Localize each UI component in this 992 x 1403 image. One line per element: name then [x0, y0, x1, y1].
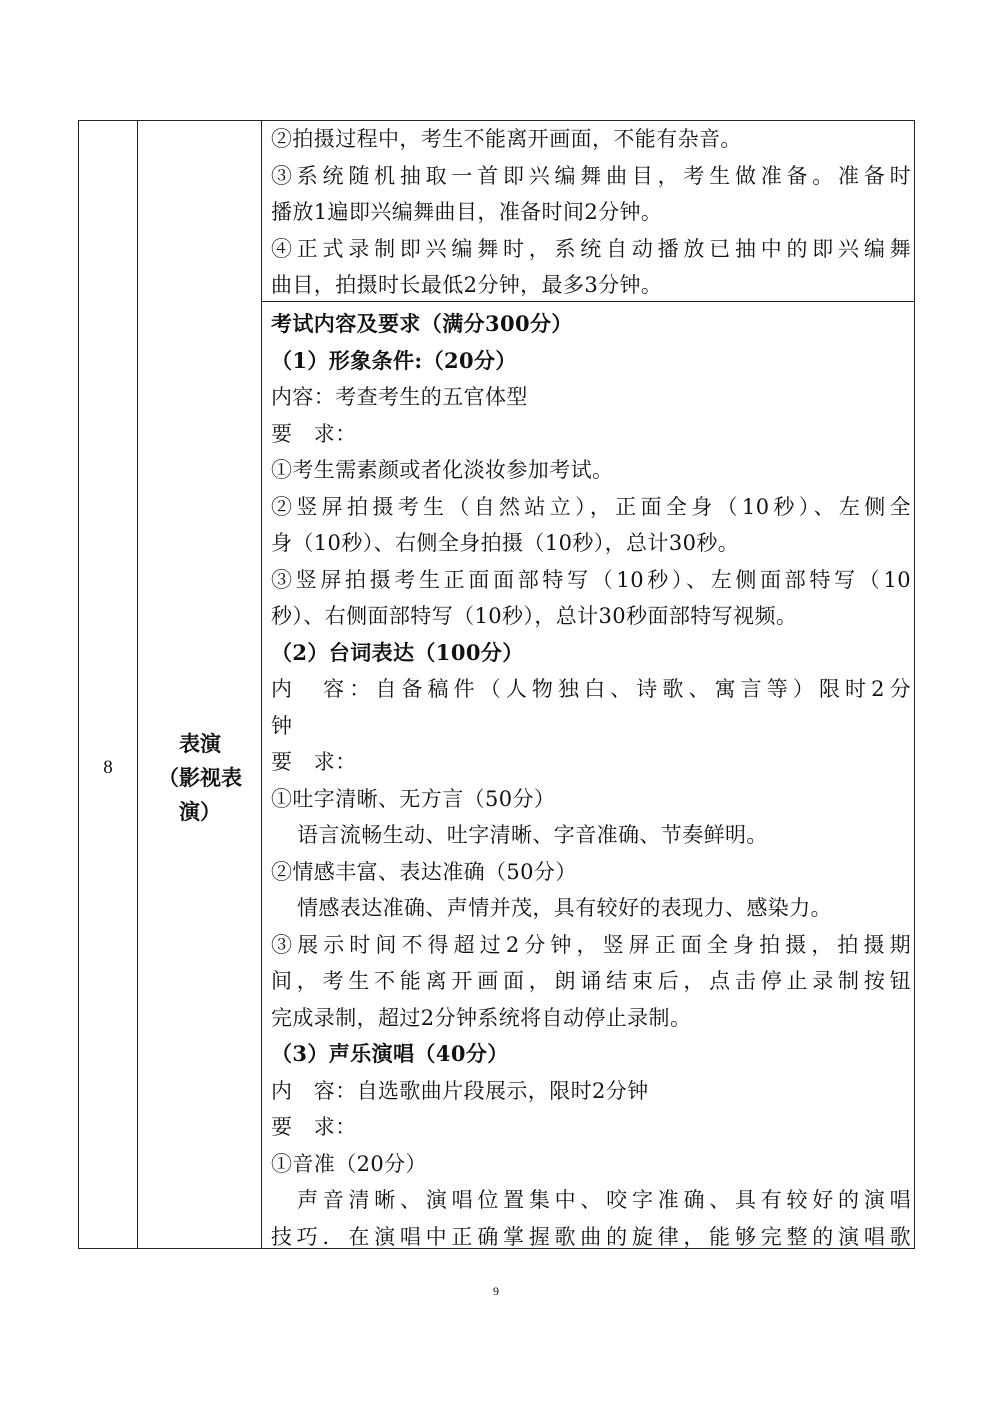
- text-line: ①考生需素颜或者化淡妆参加考试。: [271, 458, 614, 482]
- text-line: 要 求：: [271, 750, 357, 774]
- text-line: 身（10秒）、右侧全身拍摄（10秒），总计30秒。: [271, 531, 740, 555]
- text-line: 要 求：: [271, 421, 357, 446]
- text-line: 要 求：: [271, 1115, 357, 1139]
- text-line: 情感表达准确、声情并茂，具有较好的表现力、感染力。: [297, 896, 832, 920]
- text-line: 间，考生不能离开画面，朗诵结束后，点击停止录制按钮: [271, 969, 911, 993]
- text-line: ③竖屏拍摄考生正面面部特写（10秒）、左侧面部特写（10: [271, 567, 911, 592]
- subject-name-line: 表演: [179, 731, 221, 756]
- text-line: ④正式录制即兴编舞时，系统自动播放已抽中的即兴编舞: [271, 236, 911, 261]
- text-line: 内容：考查考生的五官体型: [271, 385, 528, 409]
- column-divider: [261, 121, 262, 1248]
- text-line: ②竖屏拍摄考生（自然站立），正面全身（10秒）、左侧全: [271, 494, 911, 519]
- text-line: 技巧．在演唱中正确掌握歌曲的旋律，能够完整的演唱歌: [271, 1224, 911, 1249]
- section-heading: （1）形象条件:（20分）: [271, 347, 517, 373]
- section-heading: （3）声乐演唱（40分）: [271, 1041, 509, 1066]
- text-line: 钟: [271, 713, 293, 738]
- section-heading: （2）台词表达（100分）: [271, 639, 524, 665]
- text-line: 秒）、右侧面部特写（10秒），总计30秒面部特写视频。: [271, 604, 798, 628]
- text-line: ②拍摄过程中，考生不能离开画面，不能有杂音。: [271, 127, 742, 151]
- row-number: 8: [103, 757, 113, 778]
- top-row-content: [271, 121, 911, 304]
- text-line: ①音准（20分）: [271, 1151, 427, 1176]
- text-line: 完成录制，超过2分钟系统将自动停止录制。: [271, 1005, 692, 1030]
- subject-name-line: （影视表: [158, 765, 242, 790]
- subject-name-line: 演）: [179, 799, 221, 824]
- section-heading: 考试内容及要求（满分300分）: [271, 311, 573, 336]
- text-line: ①吐字清晰、无方言（50分）: [271, 786, 556, 811]
- text-line: 播放1遍即兴编舞曲目，准备时间2分钟。: [271, 200, 663, 224]
- main-row-content: [271, 306, 911, 1255]
- requirements-table: [78, 120, 915, 1249]
- text-line: ③展示时间不得超过2分钟，竖屏正面全身拍摄，拍摄期: [271, 932, 911, 957]
- text-line: 声音清晰、演唱位置集中、咬字准确、具有较好的演唱: [297, 1188, 911, 1212]
- text-line: ②情感丰富、表达准确（50分）: [271, 859, 577, 884]
- column-divider: [137, 121, 138, 1248]
- subject-name: [139, 727, 261, 829]
- page-number: 9: [493, 1284, 499, 1298]
- text-line: 语言流畅生动、吐字清晰、字音准确、节奏鲜明。: [297, 823, 768, 847]
- text-line: 曲目，拍摄时长最低2分钟，最多3分钟。: [271, 273, 663, 297]
- text-line: ③系统随机抽取一首即兴编舞曲目，考生做准备。准备时: [271, 163, 911, 188]
- text-line: 内 容：自备稿件（人物独白、诗歌、寓言等）限时2分: [271, 677, 911, 701]
- text-line: 内 容：自选歌曲片段展示，限时2分钟: [271, 1078, 649, 1103]
